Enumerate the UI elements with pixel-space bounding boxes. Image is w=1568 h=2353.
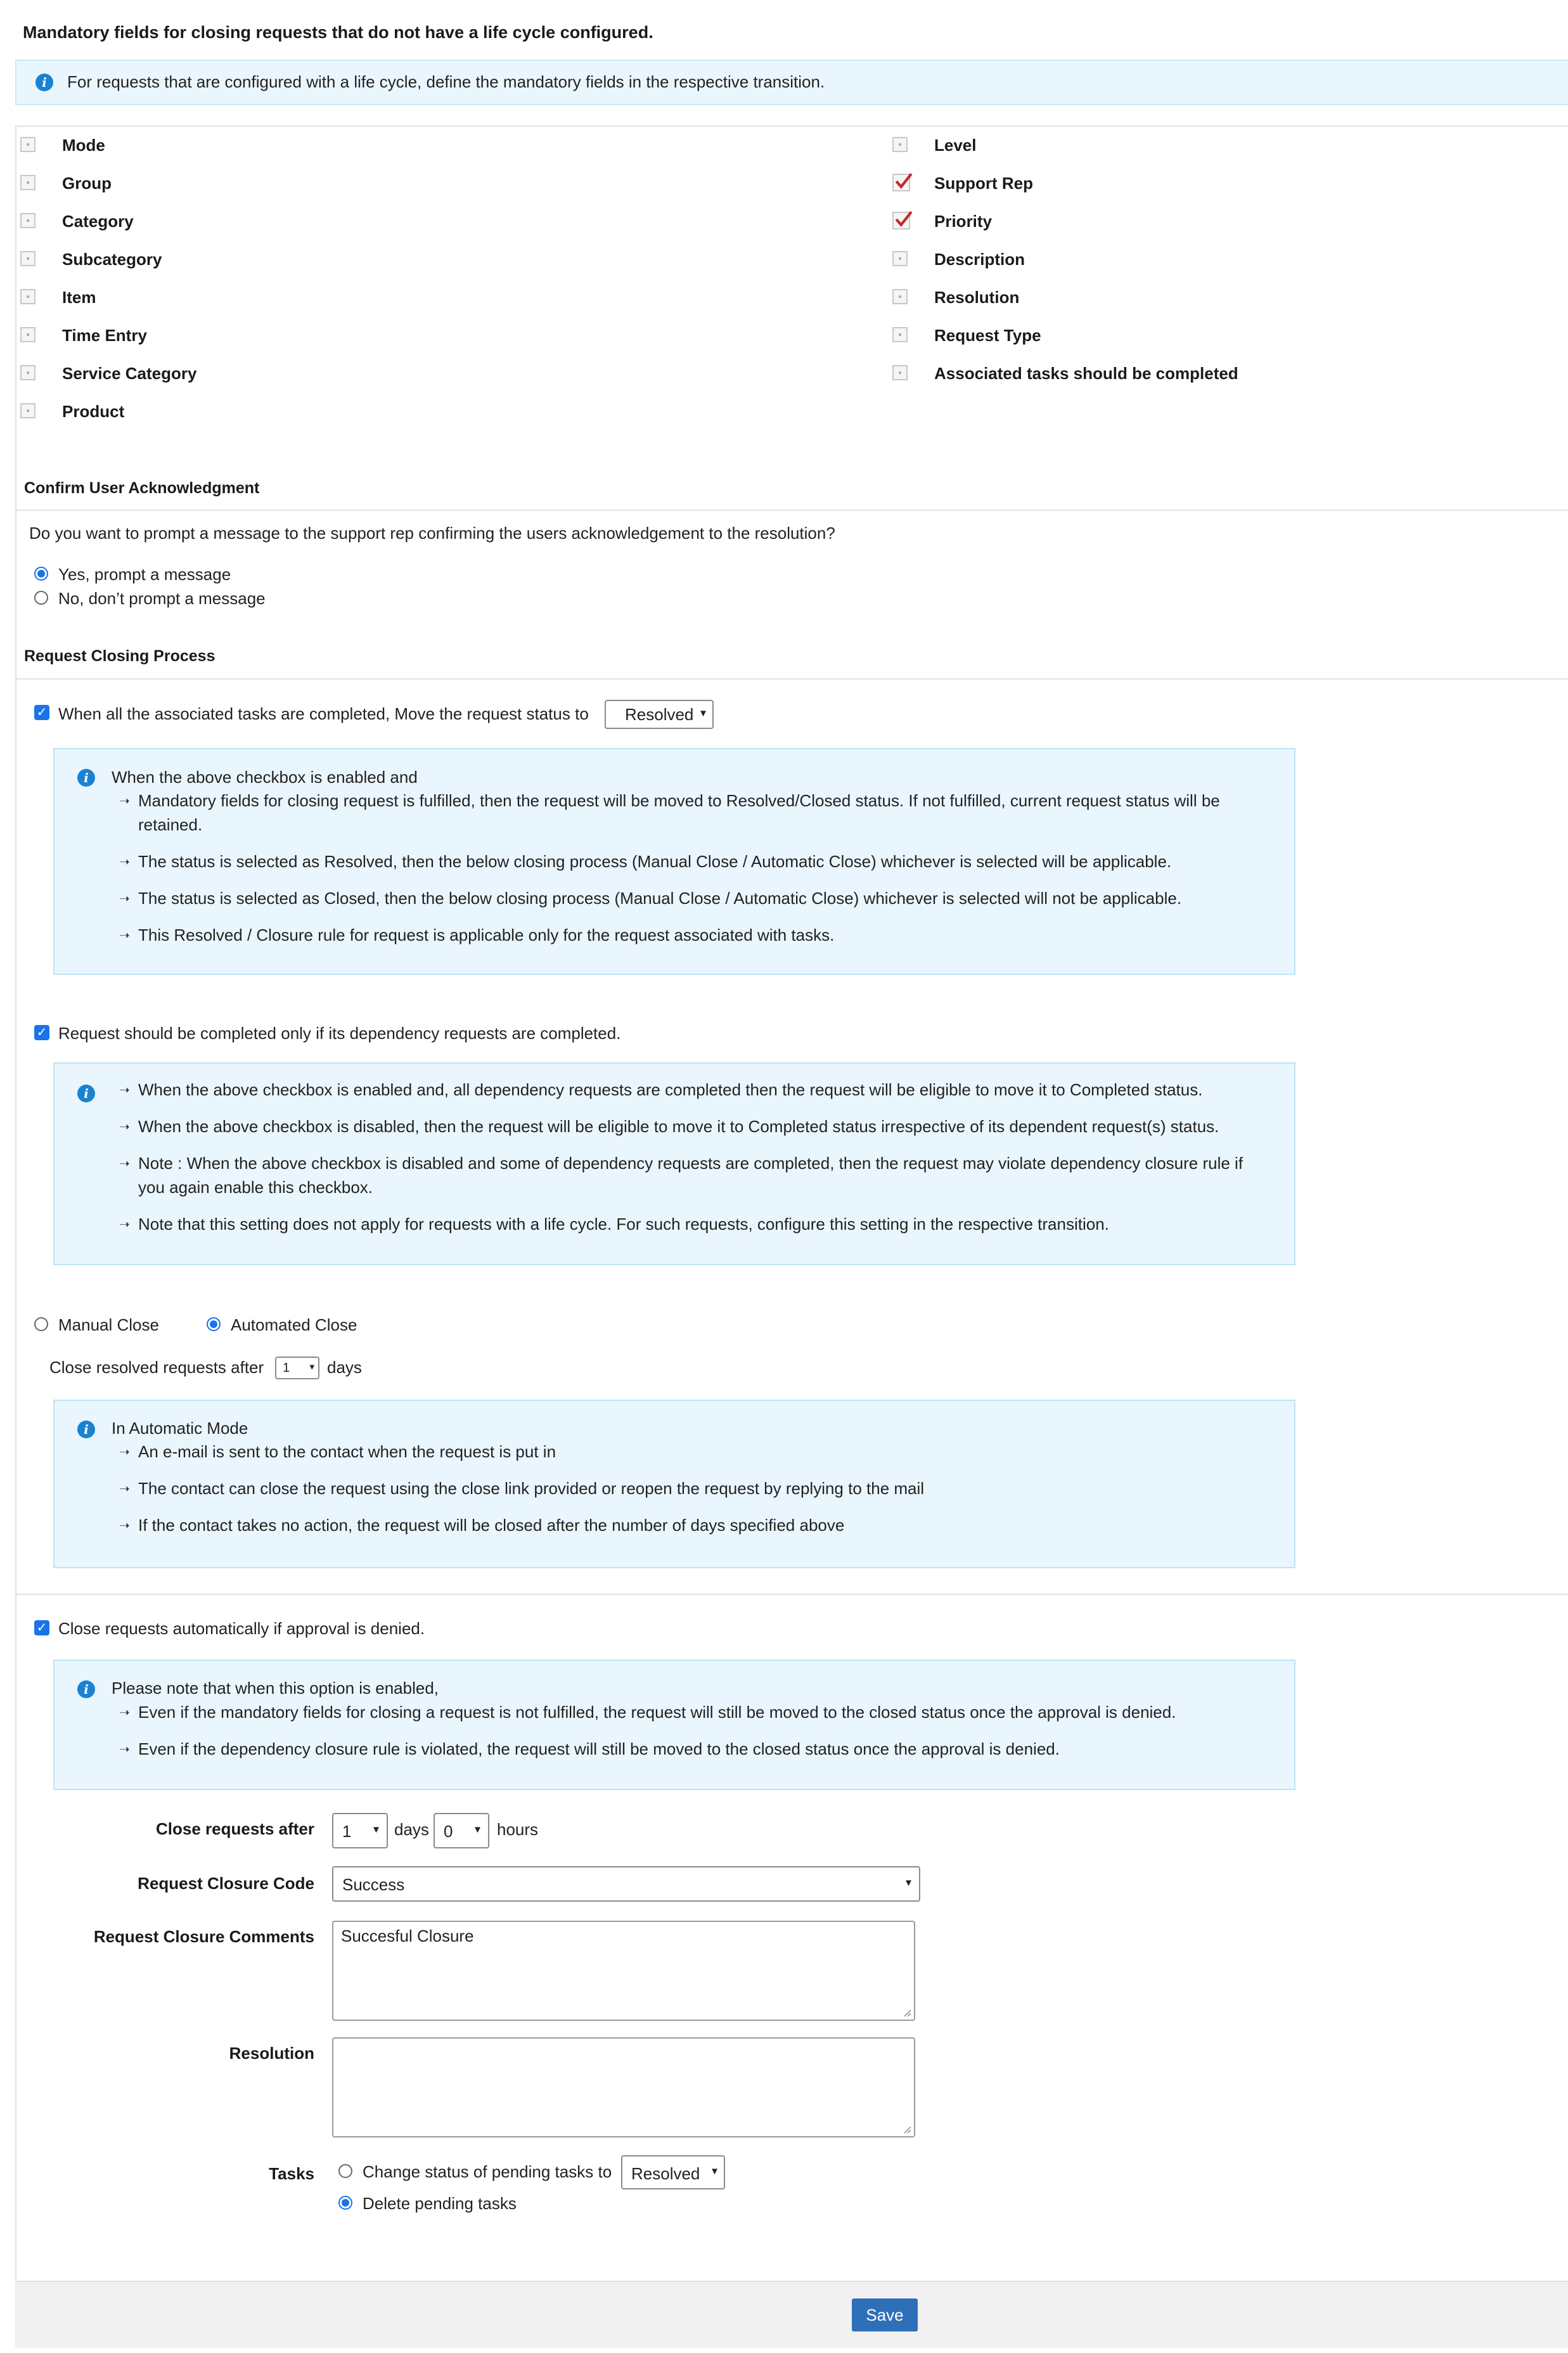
closing-heading: Request Closing Process	[24, 647, 215, 665]
tasks-status-value: Resolved	[625, 705, 694, 724]
ack-question: Do you want to prompt a message to the support rep confirming the users acknowledgement to the resolution?	[29, 524, 835, 543]
closure-code-select[interactable]	[332, 1866, 920, 1902]
bullet-arrow-icon: ➝	[119, 929, 130, 943]
closure-code-value: Success	[342, 1875, 405, 1894]
info-bullet-text: Note that this setting does not apply for requests with a life cycle. For such requests, configure this setting in the respective transition.	[138, 1215, 1109, 1234]
close-after-hours-select[interactable]	[434, 1813, 489, 1848]
mandatory-field-checkbox[interactable]	[20, 251, 35, 266]
close-after-days-value: 1	[342, 1822, 352, 1841]
bullet-arrow-icon: ➝	[119, 1706, 130, 1720]
close-resolved-unit: days	[327, 1358, 362, 1377]
ack-yes-label[interactable]: Yes, prompt a message	[58, 565, 231, 584]
close-after-hours-value: 0	[444, 1822, 453, 1841]
chevron-down-icon: ▾	[711, 2164, 717, 2177]
mandatory-field-checkbox[interactable]	[892, 289, 908, 304]
ack-divider	[15, 510, 1568, 511]
change-status-radio[interactable]	[338, 2164, 352, 2178]
approval-denied-checkbox[interactable]: ✓	[34, 1620, 49, 1635]
save-button[interactable]: Save	[852, 2298, 918, 2331]
mandatory-field-checkbox[interactable]	[892, 365, 908, 380]
close-resolved-days-value: 1	[283, 1361, 290, 1375]
ack-yes-radio[interactable]	[34, 567, 48, 581]
info-icon: i	[77, 769, 95, 787]
mandatory-field-label: Group	[62, 174, 112, 193]
resize-handle-icon[interactable]	[903, 2008, 911, 2017]
mandatory-field-checkbox[interactable]	[892, 174, 910, 191]
mandatory-field-label: Service Category	[62, 364, 197, 383]
info-bullet-text: This Resolved / Closure rule for request is applicable only for the request associated with tasks.	[138, 925, 835, 944]
closure-comments-label: Request Closure Comments	[93, 1927, 314, 1946]
info-icon: i	[77, 1680, 95, 1698]
mandatory-field-label: Subcategory	[62, 250, 162, 269]
resolution-label: Resolution	[229, 2044, 314, 2063]
info-bullet-text: Even if the mandatory fields for closing a request is not fulfilled, the request will still be moved to the closed status once the approval is denied.	[138, 1703, 1176, 1722]
chevron-down-icon: ▾	[905, 1876, 911, 1889]
bullet-arrow-icon: ➝	[119, 1083, 130, 1097]
chevron-down-icon: ▾	[309, 1362, 314, 1373]
lifecycle-info-text: For requests that are configured with a life cycle, define the mandatory fields in the respective transition.	[67, 72, 825, 91]
mandatory-field-checkbox[interactable]	[892, 137, 908, 152]
mandatory-field-label: Resolution	[934, 288, 1020, 307]
info-bullet-text: Note : When the above checkbox is disabled and some of dependency requests are completed, then the request may violate dependency closure rule if	[138, 1154, 1243, 1173]
close-resolved-days-select[interactable]	[275, 1357, 319, 1379]
tasks-status-select[interactable]	[605, 700, 714, 729]
automated-close-label[interactable]: Automated Close	[231, 1315, 357, 1334]
pending-tasks-status-value: Resolved	[631, 2164, 700, 2183]
chevron-down-icon: ▾	[700, 706, 706, 719]
ack-no-label[interactable]: No, don’t prompt a message	[58, 589, 266, 608]
info-bullet-text: When the above checkbox is disabled, then the request will be eligible to move it to Completed status irrespective of its dependent request(s) status.	[138, 1117, 1219, 1136]
bullet-arrow-icon: ➝	[119, 1482, 130, 1496]
manual-close-radio[interactable]	[34, 1317, 48, 1331]
mandatory-field-checkbox[interactable]	[892, 251, 908, 266]
bullet-arrow-icon: ➝	[119, 892, 130, 906]
change-status-label[interactable]: Change status of pending tasks to	[363, 2162, 612, 2181]
panel-left-border	[15, 126, 16, 2281]
mandatory-field-label: Time Entry	[62, 326, 147, 345]
tasks-label: Tasks	[269, 2164, 314, 2183]
ack-heading: Confirm User Acknowledgment	[24, 479, 260, 497]
resolution-textarea[interactable]	[332, 2037, 915, 2137]
manual-close-label[interactable]: Manual Close	[58, 1315, 159, 1334]
info-bullet-text: The status is selected as Resolved, then the below closing process (Manual Close / Automatic Close) whichever is selected will be applicable.	[138, 852, 1172, 871]
dependency-label: Request should be completed only if its dependency requests are completed.	[58, 1024, 621, 1043]
mandatory-field-checkbox[interactable]	[20, 175, 35, 190]
chevron-down-icon: ▾	[373, 1822, 379, 1836]
info-bullet-text: retained.	[138, 815, 203, 834]
mandatory-field-label: Request Type	[934, 326, 1041, 345]
mandatory-field-label: Associated tasks should be completed	[934, 364, 1238, 383]
mandatory-field-checkbox[interactable]	[20, 365, 35, 380]
mandatory-field-label: Description	[934, 250, 1025, 269]
mandatory-field-checkbox[interactable]	[892, 327, 908, 342]
bullet-arrow-icon: ➝	[119, 794, 130, 808]
mandatory-field-label: Category	[62, 212, 134, 231]
closure-code-label: Request Closure Code	[138, 1874, 314, 1893]
bullet-arrow-icon: ➝	[119, 1445, 130, 1459]
approval-denied-label: Close requests automatically if approval is denied.	[58, 1619, 425, 1638]
bullet-arrow-icon: ➝	[119, 1743, 130, 1757]
bullet-arrow-icon: ➝	[119, 1120, 130, 1134]
automated-close-radio[interactable]	[207, 1317, 221, 1331]
bullet-arrow-icon: ➝	[119, 855, 130, 869]
mandatory-field-checkbox[interactable]	[20, 327, 35, 342]
mandatory-field-label: Level	[934, 136, 977, 155]
info-bullet-text: The status is selected as Closed, then the below closing process (Manual Close / Automatic Close) whichever is selected will not be applicable.	[138, 889, 1182, 908]
info-bullet-text: you again enable this checkbox.	[138, 1178, 373, 1197]
mandatory-field-checkbox[interactable]	[20, 213, 35, 228]
mandatory-field-label: Mode	[62, 136, 105, 155]
mandatory-field-checkbox[interactable]	[20, 137, 35, 152]
info-bullet-text: An e-mail is sent to the contact when the request is put in	[138, 1442, 556, 1461]
closure-comments-textarea[interactable]	[332, 1921, 915, 2021]
fields-top-divider	[15, 126, 1568, 127]
info-bullet-text: When the above checkbox is enabled and, all dependency requests are completed then the request will be eligible to move it to Completed status.	[138, 1080, 1203, 1099]
mandatory-field-label: Priority	[934, 212, 993, 231]
mandatory-field-checkbox[interactable]	[20, 403, 35, 418]
bullet-arrow-icon: ➝	[119, 1519, 130, 1533]
mandatory-field-label: Item	[62, 288, 96, 307]
ack-no-radio[interactable]	[34, 591, 48, 605]
bullet-arrow-icon: ➝	[119, 1157, 130, 1171]
closing-divider	[15, 678, 1568, 680]
tasks-completed-label: When all the associated tasks are completed, Move the request status to	[58, 704, 589, 723]
close-requests-after-label: Close requests after	[156, 1819, 314, 1838]
mandatory-field-checkbox[interactable]	[892, 212, 910, 229]
info-bullet-text: If the contact takes no action, the request will be closed after the number of days specified above	[138, 1516, 845, 1535]
pending-tasks-status-select[interactable]	[621, 2155, 725, 2189]
automatic-mode-lead: In Automatic Mode	[112, 1419, 248, 1438]
info-icon: i	[77, 1085, 95, 1102]
close-after-days-select[interactable]	[332, 1813, 388, 1848]
delete-pending-radio[interactable]	[338, 2196, 352, 2210]
info-bullet-text: Mandatory fields for closing request is fulfilled, then the request will be moved to Resolved/Closed status. If not fulfilled, current request status will be	[138, 791, 1220, 810]
mandatory-field-checkbox[interactable]	[20, 289, 35, 304]
mandatory-field-label: Support Rep	[934, 174, 1033, 193]
info-icon: i	[35, 74, 53, 91]
info-icon: i	[77, 1421, 95, 1438]
dependency-checkbox[interactable]: ✓	[34, 1025, 49, 1040]
approval-divider	[15, 1594, 1568, 1595]
tasks-info-lead: When the above checkbox is enabled and	[112, 768, 418, 787]
info-bullet-text: Even if the dependency closure rule is violated, the request will still be moved to the closed status once the approval is denied.	[138, 1739, 1060, 1758]
delete-pending-label[interactable]: Delete pending tasks	[363, 2194, 517, 2213]
tasks-completed-checkbox[interactable]: ✓	[34, 705, 49, 720]
chevron-down-icon: ▾	[474, 1822, 480, 1836]
approval-info-lead: Please note that when this option is enabled,	[112, 1679, 439, 1698]
resize-handle-icon[interactable]	[903, 2125, 911, 2134]
closure-comments-value: Succesful Closure	[341, 1926, 474, 1945]
checkmark-icon	[892, 171, 914, 190]
bullet-arrow-icon: ➝	[119, 1218, 130, 1232]
hours-unit: hours	[497, 1820, 539, 1839]
close-resolved-label: Close resolved requests after	[49, 1358, 264, 1377]
form-footer	[15, 2281, 1568, 2348]
mandatory-field-label: Product	[62, 402, 125, 421]
page-title: Mandatory fields for closing requests that do not have a life cycle configured.	[23, 23, 653, 42]
checkmark-icon	[892, 209, 914, 228]
days-unit: days	[394, 1820, 429, 1839]
info-bullet-text: The contact can close the request using the close link provided or reopen the request by replying to the mail	[138, 1479, 925, 1498]
